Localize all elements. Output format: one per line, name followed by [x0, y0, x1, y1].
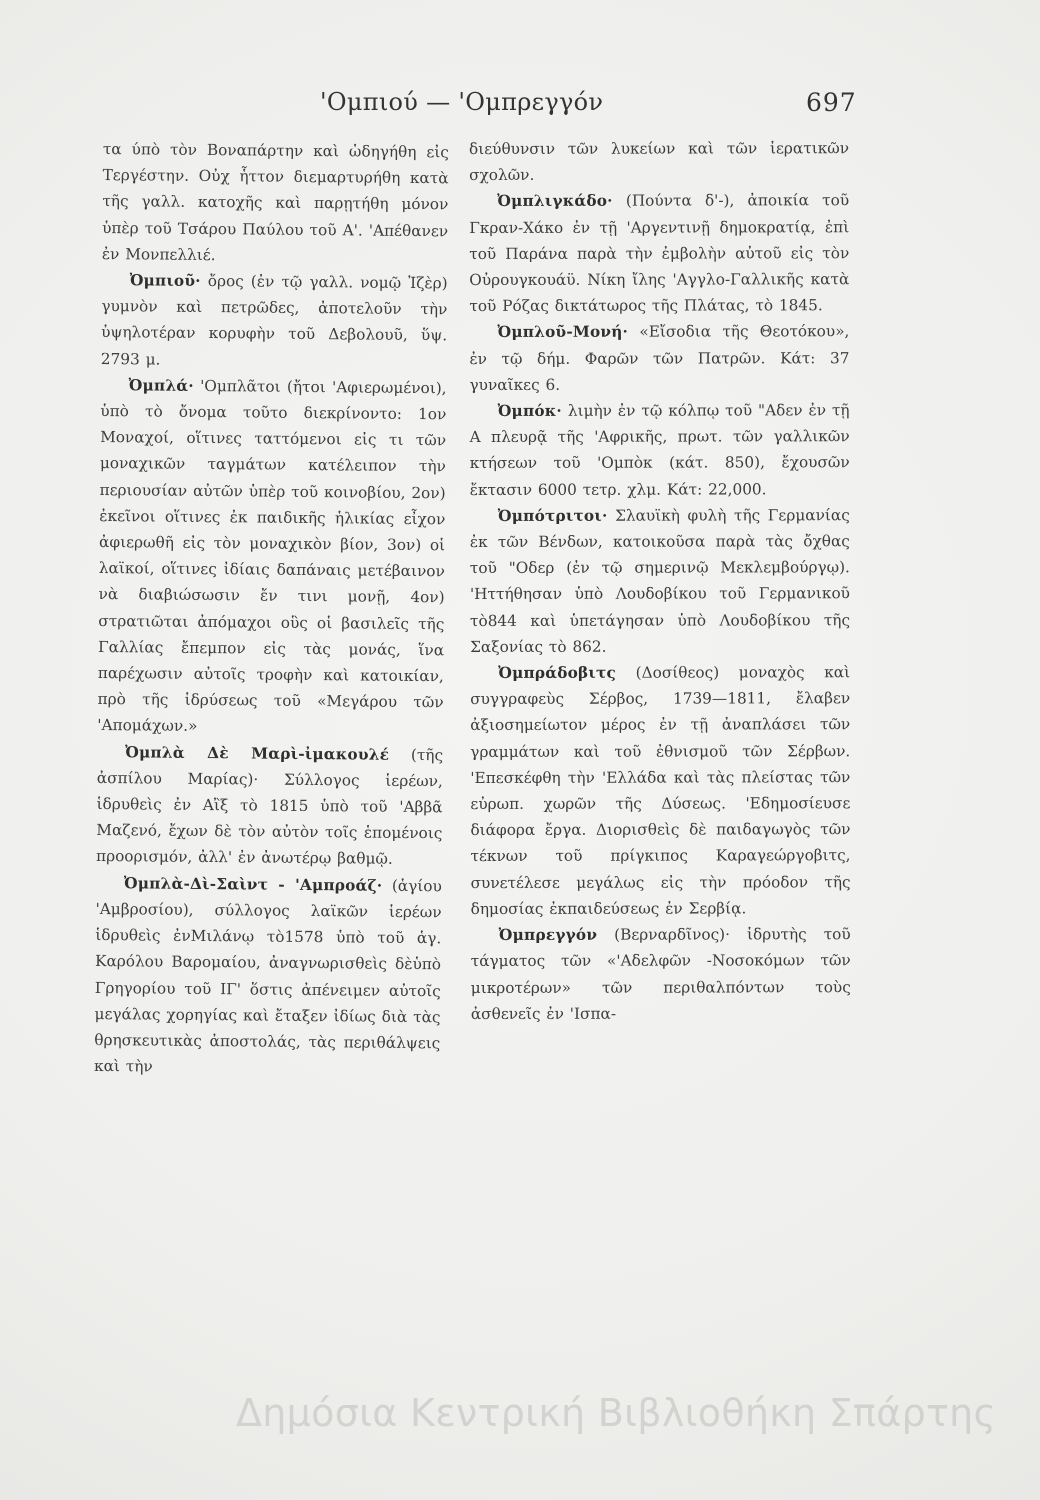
entry-text: (τῆς ἀσπίλου Μαρίας)· Σύλλογος ἱερέων, ἱδρυθεὶς ἐν Αἲξ τὸ 1815 ὑπὸ τοῦ 'Αββᾶ Μαζενό, ἔχων δὲ τὸν αὐτὸν τοῖς ἑπομένοις προορισμόν, ἀλλ' ἐν ἀνωτέρῳ βαθμῷ. — [95, 745, 444, 869]
entry-lemma: Ὀμπλοῦ-Μονή· — [497, 323, 629, 342]
left-entry-ompla-de-mari — [96, 739, 443, 873]
left-entry-ompla-di-saint — [94, 870, 442, 1083]
right-entry-ompligkado — [469, 188, 849, 320]
right-column — [469, 135, 851, 1027]
entry-text: «Εἴσοδια τῆς Θεοτόκου», ἐν τῷ δήμ. Φαρῶν τῶν Πατρῶν. Κάτ: 37 γυναῖκες 6. — [469, 322, 850, 394]
right-entry-continuation — [469, 135, 849, 188]
right-entry-ompotritoi — [470, 502, 850, 660]
entry-text: 'Ομπλᾶτοι (ἤτοι 'Αφιερωμένοι), ὑπὸ τὸ ὄνομα τοῦτο διεκρίνοντο: 1ον Μοναχοί, οἵτινες ταττόμενοι εἰς τι τῶν μοναχικῶν ταγμάτων κατέλειπον τὴν περιουσίαν αὐτῶν ὑπὲρ τοῦ κοινοβίου, 2ον) ἐκεῖνοι οἵτινες ἐκ παιδικῆς ἡλικίας εἶχον ἀφιερωθῆ εἰς τὸν μοναχικὸν βίον, 3ον) οἱ λαϊκοί, οἵτινες ἰδίαις δαπάναις μετέβαινον νὰ διαβιώσωσιν ἔν τινι μονῇ, 4ον) στρατιῶται ἀπόμαχοι οὓς οἱ βασιλεῖς τῆς Γαλλίας ἔπεμπον εἰς τὰς μονάς, ἵνα παρέχωσιν αὐτοῖς τροφὴν καὶ κατοικίαν, πρὸ τῆς ἱδρύσεως τοῦ «Μεγάρου τῶν 'Απομάχων.» — [97, 376, 447, 736]
entry-text: (Πούντα δ'-), ἀποικία τοῦ Γκραν-Χάκο ἐν τῇ 'Αργεντινῇ δημοκρατίᾳ, ἐπὶ τοῦ Παράνα παρὰ τὴν ἐμβολὴν αὐτοῦ εἰς τὸν Οὐρουγκουάϋ. Νίκη ἴλης 'Αγγλο-Γαλλικῆς κατὰ τοῦ Ρόζας δικτάτωρος τῆς Πλάτας, τὸ 1845. — [469, 191, 850, 316]
entry-text: διεύθυνσιν τῶν λυκείων καὶ τῶν ἱερατικῶν σχολῶν. — [469, 139, 850, 185]
right-entry-ompradovits — [470, 659, 851, 922]
entry-lemma: Ὀμπόκ· — [497, 401, 562, 420]
right-entry-ompreggon — [471, 921, 851, 1027]
entry-lemma: Ὀμπρεγγόν — [498, 925, 598, 945]
entry-lemma: Ὀμπλιγκάδο· — [497, 192, 613, 211]
running-title: 'Ομπιού — 'Ομπρεγγόν — [320, 88, 604, 116]
page-header — [0, 88, 1040, 128]
left-column — [94, 136, 449, 1083]
entry-text: (ἁγίου 'Αμβροσίου), σύλλογος λαϊκῶν ἱερέων ἱδρυθεὶς ἐνΜιλάνῳ τὸ1578 ὑπὸ τοῦ ἁγ. Καρόλου Βαρομαίου, ἀναγνωρισθεὶς δὲὑπὸ Γρηγορίου τοῦ ΙΓ' ὅστις ἀπένειμεν αὐτοῖς μεγάλας χορηγίας καὶ ἔταξεν ἰδίως διὰ τὰς θρησκευτικὰς ἀποστολάς, τὰς περιθάλψεις καὶ τὴν — [93, 876, 442, 1076]
library-watermark: Δημόσια Κεντρική Βιβλιοθήκη Σπάρτης — [236, 1391, 997, 1435]
entry-lemma: Ὀμπιοῦ· — [129, 271, 201, 290]
entry-text: (Δοσίθεος) μοναχὸς καὶ συγγραφεὺς Σέρβος, 1739—1811, ἔλαβεν ἀξιοσημείωτον μέρος ἐν τῇ ἀναπλάσει τῶν γραμμάτων καὶ τοῦ ἐθνισμοῦ τῶν Σέρβων. 'Επεσκέφθη τὴν 'Ελλάδα καὶ τὰς πλείστας τῶν εὐρωπ. χωρῶν τῆς Δύσεως. 'Εδημοσίευσε διάφορα ἔργα. Διορισθεὶς δὲ παιδαγωγὸς τῶν τέκνων τοῦ πρίγκιπος Καραγεώργοβιτς, συνετέλεσε μεγάλως εἰς τὴν πρόοδον τῆς δημοσίας ἐκπαιδεύσεως ἐν Σερβίᾳ. — [470, 663, 851, 918]
entry-text: λιμὴν ἐν τῷ κόλπῳ τοῦ "Αδεν ἐν τῇ Α πλευρᾷ τῆς 'Αφρικῆς, πρωτ. τῶν γαλλικῶν κτήσεων τοῦ 'Ομπὸκ (κάτ. 850), ἔχουσῶν ἔκτασιν 6000 τετρ. χλμ. Κάτ: 22,000. — [469, 401, 850, 499]
entry-text: (Βερναρδῖνος)· ἱδρυτὴς τοῦ τάγματος τῶν «'Αδελφῶν -Νοσοκόμων τῶν μικροτέρων» τῶν περιθαλπόντων τοὺς ἀσθενεῖς ἐν 'Ισπα- — [470, 925, 851, 1023]
right-entry-ompok — [470, 397, 850, 503]
entry-lemma: Ὀμπλά· — [128, 376, 194, 395]
left-entry-continuation — [102, 136, 449, 270]
right-entry-omplou-moni — [469, 319, 849, 398]
entry-text: Σλαυϊκὴ φυλὴ τῆς Γερμανίας ἐκ τῶν Βένδων, κατοικοῦσα παρὰ τὰς ὄχθας τοῦ "Οδερ (ἐν τῷ σημερινῷ Μεκλεμβούργῳ). 'Ηττήθησαν ὑπὸ Λουδοβίκου τοῦ Γερμανικοῦ τὸ844 καὶ ὑπετάγησαν ὑπὸ Λουδοβίκου τῆς Σαξονίας τὸ 862. — [469, 506, 851, 656]
left-entry-ompiou — [101, 267, 448, 375]
entry-lemma: Ὀμπλὰ-Δὶ-Σαὶντ - 'Αμπροάζ· — [123, 873, 383, 895]
left-entry-ompla — [97, 372, 447, 742]
entry-lemma: Ὀμπότριτοι· — [497, 506, 608, 525]
entry-text: ὄρος (ἐν τῷ γαλλ. νομῷ Ἰζὲρ) γυμνὸν καὶ πετρῶδες, ἀποτελοῦν τὴν ὑψηλοτέραν κορυφὴν τοῦ Δεβολουῦ, ὕψ. 2793 μ. — [100, 271, 448, 369]
entry-lemma: Ὀμπλὰ Δὲ Μαρὶ-ἰμακουλέ — [125, 742, 390, 764]
entry-lemma: Ὀμπράδοβιτς — [498, 663, 617, 683]
page-number: 697 — [806, 88, 857, 117]
entry-text: τα ύπὸ τὸν Βοναπάρτην καὶ ὡδηγήθη εἰς Τεργέστην. Οὐχ ἧττον διεμαρτυρήθη κατὰ τῆς γαλλ. κατοχῆς καὶ παρῃτήθη μόνον ὑπὲρ τοῦ Τσάρου Παύλου τοῦ Α'. 'Απέθανεν ἐν Μονπελλιέ. — [101, 139, 449, 264]
